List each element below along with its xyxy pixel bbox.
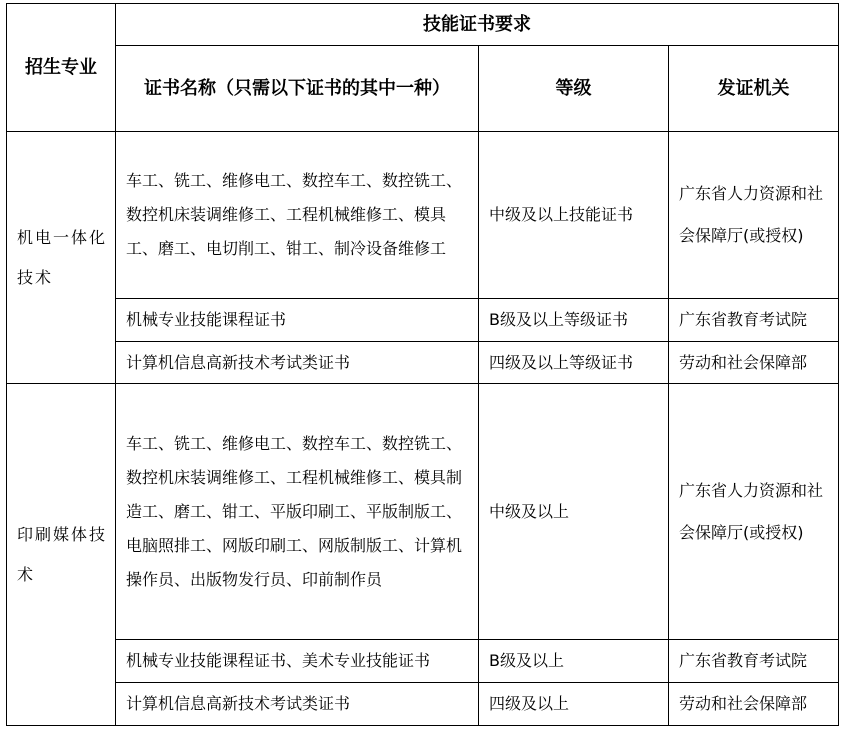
table-row xyxy=(7,683,839,726)
cert-name-cell: 车工、铣工、维修电工、数控车工、数控铣工、数控机床装调维修工、工程机械维修工、模具工、磨工、电切削工、钳工、制冷设备维修工 xyxy=(116,132,479,299)
certificate-requirements-table xyxy=(6,3,839,726)
header-row-1 xyxy=(7,4,839,46)
level-cell: 四级及以上 xyxy=(479,683,669,726)
issuer-cell: 劳动和社会保障部 xyxy=(669,683,839,726)
level-cell: B级及以上 xyxy=(479,640,669,683)
cert-name-cell: 车工、铣工、维修电工、数控车工、数控铣工、数控机床装调维修工、工程机械维修工、模具制造工、磨工、钳工、平版印刷工、平版制版工、电脑照排工、网版印刷工、网版制版工、计算机操作员、出版物发行员、印前制作员 xyxy=(116,384,479,640)
cert-name-cell: 机械专业技能课程证书、美术专业技能证书 xyxy=(116,640,479,683)
major-name: 机电一体化技术 xyxy=(7,132,116,384)
issuer-cell: 劳动和社会保障部 xyxy=(669,342,839,384)
cert-name-cell: 计算机信息高新技术考试类证书 xyxy=(116,342,479,384)
table-row xyxy=(7,384,839,640)
table-row xyxy=(7,342,839,384)
major-name: 印刷媒体技术 xyxy=(7,384,116,726)
table-row xyxy=(7,132,839,299)
header-major: 招生专业 xyxy=(7,4,116,132)
cert-name-cell: 机械专业技能课程证书 xyxy=(116,299,479,342)
issuer-cell: 广东省教育考试院 xyxy=(669,640,839,683)
level-cell: 中级及以上技能证书 xyxy=(479,132,669,299)
issuer-cell: 广东省教育考试院 xyxy=(669,299,839,342)
cert-name-cell: 计算机信息高新技术考试类证书 xyxy=(116,683,479,726)
table-row xyxy=(7,640,839,683)
level-cell: 四级及以上等级证书 xyxy=(479,342,669,384)
issuer-cell: 广东省人力资源和社会保障厅(或授权) xyxy=(669,132,839,299)
header-group: 技能证书要求 xyxy=(116,4,839,46)
level-cell: B级及以上等级证书 xyxy=(479,299,669,342)
table-row xyxy=(7,299,839,342)
issuer-cell: 广东省人力资源和社会保障厅(或授权) xyxy=(669,384,839,640)
header-issuer: 发证机关 xyxy=(669,46,839,132)
header-cert-name: 证书名称（只需以下证书的其中一种） xyxy=(116,46,479,132)
header-row-2 xyxy=(7,46,839,132)
level-cell: 中级及以上 xyxy=(479,384,669,640)
header-level: 等级 xyxy=(479,46,669,132)
